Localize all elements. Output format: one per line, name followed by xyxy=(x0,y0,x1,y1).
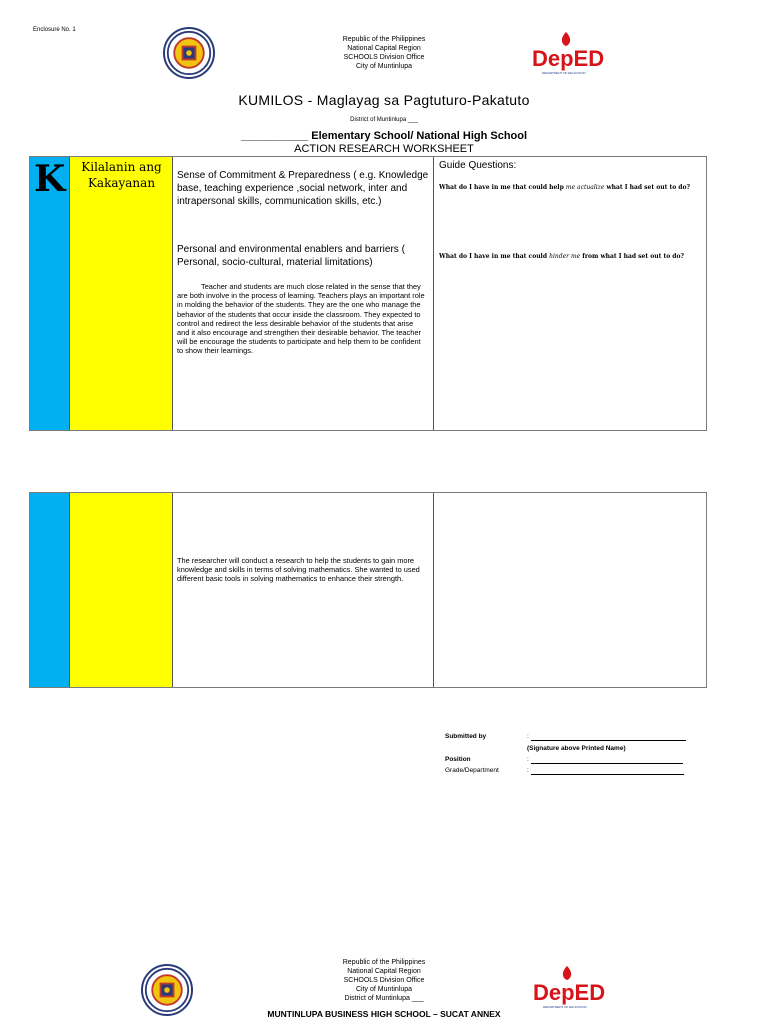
footer-line: National Capital Region xyxy=(347,968,421,975)
grade-department-line xyxy=(531,774,684,775)
researcher-paragraph: The researcher will conduct a research to help the students to gain more knowledge and skills in terms of solving mathematics. She wanted to used different basic tools in solving mathematics to enhance their strength. xyxy=(177,556,420,584)
worksheet-table-1 xyxy=(29,156,707,431)
sense-of-commitment-text: Sense of Commitment & Preparedness ( e.g. Knowledge base, teaching experience ,social network, inter and intrapersonal skills, communication skills, etc.) xyxy=(177,170,429,207)
deped-logo xyxy=(530,28,606,80)
enclosure-label: Enclosure No. 1 xyxy=(33,27,76,33)
guide-column xyxy=(434,157,706,430)
deped-logo-text: DepED xyxy=(533,980,606,1005)
guide-question-1: What do I have in me that could help me actualize what I had set out to do? xyxy=(439,184,691,191)
letter-column xyxy=(30,157,70,430)
deped-logo-footer xyxy=(531,962,607,1014)
school-line: ___________ Elementary School/ National High School xyxy=(240,130,528,142)
footer-line: Republic of the Philippines xyxy=(342,959,426,966)
worksheet-table-2 xyxy=(29,492,707,688)
header-line: Republic of the Philippines xyxy=(342,36,426,43)
enablers-text: Personal and environmental enablers and barriers ( Personal, socio-cultural, material limitations) xyxy=(177,244,405,268)
header-line: City of Muntinlupa xyxy=(355,63,413,70)
letter-k: K xyxy=(34,158,66,200)
content-column xyxy=(173,157,434,430)
teacher-paragraph: Teacher and students are much close related in the sense that they are both involve in the process of learning. Teachers plays an important role in molding the behavior of the students. They are the one who manage the behavior of the students that occur inside the classroom. They expected to control and redirect the less desirable behavior of the students that arise and it also encourage and strengthen their desirable behavior. The teacher will be encourage the students to participate and help them to be confident to show their learnings. xyxy=(177,282,425,356)
footer-line: City of Muntinlupa xyxy=(355,986,413,993)
content-column xyxy=(173,493,434,687)
header-line: National Capital Region xyxy=(347,45,421,52)
footer-address xyxy=(294,958,474,1003)
letter-column xyxy=(30,493,70,687)
position-label: Position xyxy=(445,756,471,763)
grade-department-label: Grade/Department xyxy=(445,767,499,774)
label-column xyxy=(70,493,173,687)
signature-note: (Signature above Printed Name) xyxy=(527,745,626,752)
submitted-by-line xyxy=(531,740,686,741)
header-line: SCHOOLS Division Office xyxy=(343,54,425,61)
position-line xyxy=(531,763,683,764)
deped-logo-sub: DEPARTMENT OF EDUCATION xyxy=(543,1005,587,1009)
guide-question-2: What do I have in me that could hinder me from what I had set out to do? xyxy=(439,253,685,260)
kilalanin-label: Kilalanin ang Kakayanan xyxy=(81,160,162,190)
submitted-by-label: Submitted by xyxy=(445,733,487,740)
district-line: District of Muntinlupa ___ xyxy=(350,117,418,123)
page-title: KUMILOS - Maglayag sa Pagtuturo-Pakatuto xyxy=(238,92,530,108)
division-seal-logo xyxy=(163,27,215,79)
footer-line: District of Muntinlupa ___ xyxy=(344,995,424,1002)
position-colon: : xyxy=(527,756,529,763)
deped-logo-text: DepED xyxy=(532,46,605,71)
submitted-colon: : xyxy=(527,733,529,740)
footer-school-name: MUNTINLUPA BUSINESS HIGH SCHOOL – SUCAT ANNEX xyxy=(267,1009,501,1019)
guide-column xyxy=(434,493,706,687)
header-address xyxy=(294,35,474,71)
guide-questions-heading: Guide Questions: xyxy=(439,160,517,171)
label-column xyxy=(70,157,173,430)
worksheet-title: ACTION RESEARCH WORKSHEET xyxy=(294,143,474,155)
deped-logo-sub: DEPARTMENT OF EDUCATION xyxy=(542,71,586,75)
grade-colon: : xyxy=(527,767,529,774)
footer-line: SCHOOLS Division Office xyxy=(343,977,425,984)
